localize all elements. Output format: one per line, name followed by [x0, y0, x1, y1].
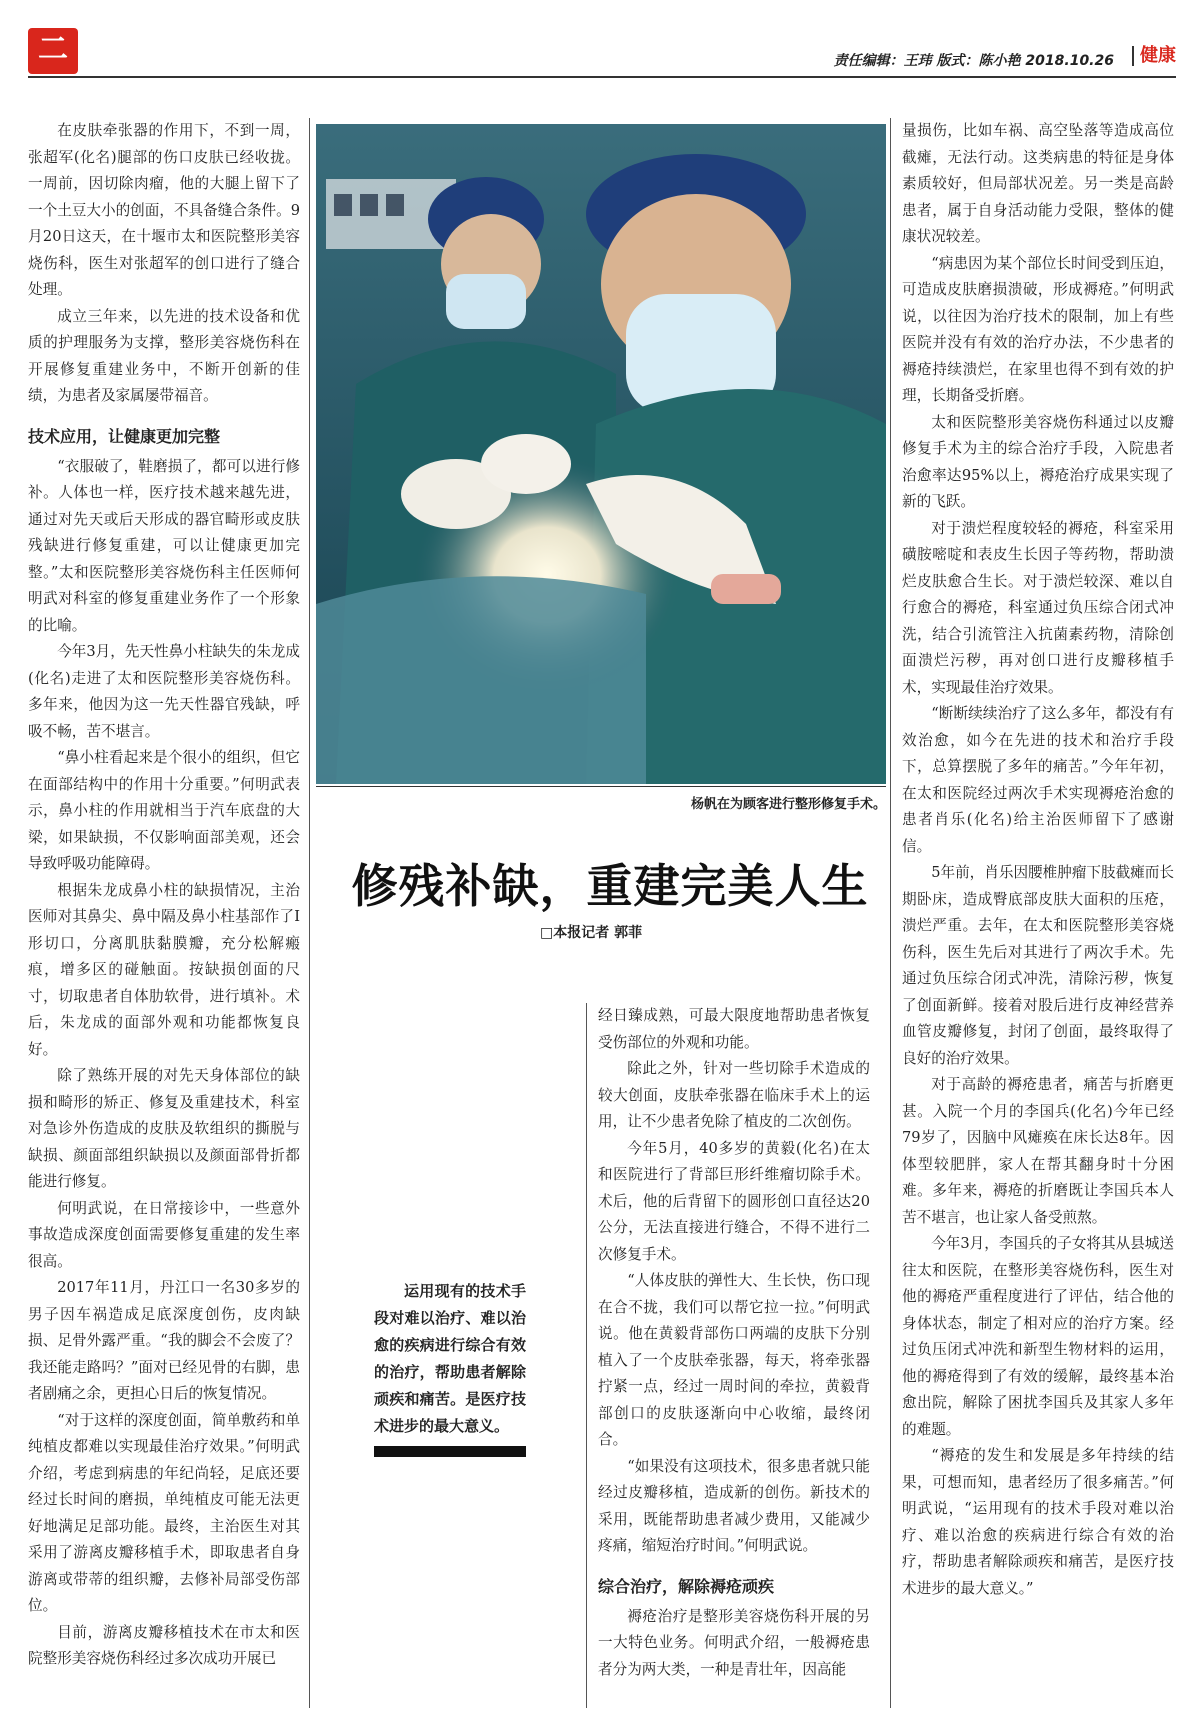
- paragraph: 量损伤，比如车祸、高空坠落等造成高位截瘫，无法行动。这类病患的特征是身体素质较好，但局部状况差。另一类是高龄患者，属于自身活动能力受限，整体的健康状况较差。: [902, 122, 1174, 245]
- paragraph: 对于高龄的褥疮患者，痛苦与折磨更甚。入院一个月的李国兵(化名)今年已经79岁了，因脑中风瘫痪在床长达8年。因体型较肥胖，家人在帮其翻身时十分困难。多年来，褥疮的折磨既让李国兵本人苦不堪言，也让家人备受煎熬。: [902, 1076, 1174, 1226]
- paragraph: 除此之外，针对一些切除手术造成的较大创面，皮肤牵张器在临床手术上的运用，让不少患者免除了植皮的二次创伤。: [598, 1060, 870, 1130]
- paragraph: 褥疮治疗是整形美容烧伤科开展的另一大特色业务。何明武介绍，一般褥疮患者分为两大类，一种是青壮年，因高能: [598, 1607, 870, 1678]
- page-header: [28, 28, 1176, 78]
- editor-credits: 责任编辑：王玮 版式：陈小艳 2018.10.26: [833, 53, 1114, 69]
- section-heading: 技术应用，让健康更加完整: [28, 426, 221, 446]
- paragraph: 太和医院整形美容烧伤科通过以皮瓣修复手术为主的综合治疗手段，入院患者治愈率达95%以上，褥疮治疗成果实现了新的飞跃。: [902, 413, 1174, 510]
- paragraph: 根据朱龙成鼻小柱的缺损情况，主治医师对其鼻尖、鼻中隔及鼻小柱基部作了I形切口，分离肌肤黏膜瓣，充分松解瘢痕，增多区的碰触面。按缺损创面的尺寸，切取患者自体肋软骨，进行填补。术后，朱龙成的面部外观和功能都恢复良好。: [28, 881, 300, 1058]
- paragraph: “人体皮肤的弹性大、生长快，伤口现在合不拢，我们可以帮它拉一拉。”何明武说。他在黄毅背部伤口两端的皮肤下分别植入了一个皮肤牵张器，每天，将牵张器拧紧一点，经过一周时间的牵拉，黄毅背部创口的皮肤逐渐向中心收缩，最终闭合。: [598, 1272, 870, 1448]
- header-rule: [28, 76, 1176, 78]
- article-column-right: [902, 118, 1174, 1602]
- pull-quote: 运用现有的技术手段对难以治疗、难以治愈的疾病进行综合有效的治疗，帮助患者解除顽疾和痛苦。是医疗技术进步的最大意义。: [374, 1282, 526, 1435]
- column-divider: [890, 118, 891, 1708]
- paragraph: 目前，游离皮瓣移植技术在市太和医院整形美容烧伤科经过多次成功开展已: [28, 1623, 300, 1667]
- article-column-middle: [598, 1003, 870, 1683]
- paragraph: 今年5月，40多岁的黄毅(化名)在太和医院进行了背部巨形纤维瘤切除手术。术后，他的后背留下的圆形创口直径达20公分，无法直接进行缝合，不得不进行二次修复手术。: [598, 1139, 870, 1263]
- paragraph: 2017年11月，丹江口一名30多岁的男子因车祸造成足底深度创伤，皮肉缺损、足骨外露严重。“我的脚会不会废了？我还能走路吗？”面对已经见骨的右脚，患者剧痛之余，更担心日后的恢复情况。: [28, 1279, 300, 1402]
- paragraph: “鼻小柱看起来是个很小的组织，但它在面部结构中的作用十分重要。”何明武表示，鼻小柱的作用就相当于汽车底盘的大梁，如果缺损，不仅影响面部美观，还会导致呼吸功能障碍。: [28, 749, 300, 872]
- photo-rule: [316, 786, 886, 787]
- column-divider: [586, 1003, 587, 1708]
- section-heading: 综合治疗，解除褥疮顽疾: [598, 1576, 775, 1596]
- paragraph: “褥疮的发生和发展是多年持续的结果，可想而知，患者经历了很多痛苦。”何明武说，“运用现有的技术手段对难以治疗、难以治愈的疾病进行综合有效的治疗，帮助患者解除顽疾和痛苦，是医疗技术进步的最大意义。”: [902, 1447, 1174, 1597]
- paragraph: 对于溃烂程度较轻的褥疮，科室采用磺胺嘧啶和表皮生长因子等药物，帮助溃烂皮肤愈合生长。对于溃烂较深、难以自行愈合的褥疮，科室通过负压综合闭式冲洗，结合引流管注入抗菌素药物，清除创面溃烂污秽，再对创口进行皮瓣移植手术，实现最佳治疗效果。: [902, 519, 1174, 696]
- paragraph: 除了熟练开展的对先天身体部位的缺损和畸形的矫正、修复及重建技术，科室对急诊外伤造成的皮肤及软组织的撕脱与缺损、颜面部组织缺损以及颜面部骨折都能进行修复。: [28, 1067, 300, 1190]
- page-number-badge: 二: [28, 28, 78, 74]
- column-divider: [309, 118, 310, 1708]
- article-title: 修残补缺，重建完美人生: [351, 859, 869, 913]
- paragraph: “对于这样的深度创面，简单敷药和单纯植皮都难以实现最佳治疗效果。”何明武介绍，考虑到病患的年纪尚轻，足底还要经过长时间的磨损，单纯植皮可能无法更好地满足足部功能。最终，主治医生对其采用了游离皮瓣移植手术，即取患者自身游离或带蒂的组织瓣，去修补局部受伤部位。: [28, 1411, 300, 1614]
- paragraph: “衣服破了，鞋磨损了，都可以进行修补。人体也一样，医疗技术越来越先进，通过对先天或后天形成的器官畸形或皮肤残缺进行修复重建，可以让健康更加完整。”太和医院整形美容烧伤科主任医师何明武对科室的修复重建业务作了一个形象的比喻。: [28, 457, 300, 634]
- article-column-left: [28, 118, 300, 1673]
- surgery-photo: [316, 124, 886, 784]
- paragraph: “如果没有这项技术，很多患者就只能经过皮瓣移植，造成新的创伤。新技术的采用，既能帮助患者减少费用，又能减少疼痛，缩短治疗时间。”何明武说。: [598, 1457, 870, 1554]
- paragraph: “病患因为某个部位长时间受到压迫，可造成皮肤磨损溃破，形成褥疮。”何明武说，以往因为治疗技术的限制，加上有些医院并没有有效的治疗办法，不少患者的褥疮持续溃烂，在家里也得不到有效的护理，长期备受折磨。: [902, 254, 1174, 404]
- paragraph: 今年3月，李国兵的子女将其从县城送往太和医院，在整形美容烧伤科，医生对他的褥疮严重程度进行了评估，结合他的身体状态，制定了相对应的治疗方案。经过负压闭式冲洗和新型生物材料的运用，他的褥疮得到了有效的缓解，最终基本治愈出院，解除了困扰李国兵及其家人多年的难题。: [902, 1235, 1174, 1438]
- byline: □本报记者 郭菲: [540, 925, 643, 941]
- paragraph: 在皮肤牵张器的作用下，不到一周，张超军(化名)腿部的伤口皮肤已经收拢。一周前，因切除肉瘤，他的大腿上留下了一个土豆大小的创面，不具备缝合条件。9月20日这天，在十堰市太和医院整形美容烧伤科，医生对张超军的创口进行了缝合处理。: [28, 122, 300, 298]
- paragraph: 经日臻成熟，可最大限度地帮助患者恢复受伤部位的外观和功能。: [598, 1007, 870, 1051]
- paragraph: 何明武说，在日常接诊中，一些意外事故造成深度创面需要修复重建的发生率很高。: [28, 1199, 300, 1270]
- paragraph: 成立三年来，以先进的技术设备和优质的护理服务为支撑，整形美容烧伤科在开展修复重建业务中，不断开创新的佳绩，为患者及家属屡带福音。: [28, 307, 300, 404]
- photo-caption: 杨帆在为顾客进行整形修复手术。: [690, 797, 886, 812]
- paragraph: 今年3月，先天性鼻小柱缺失的朱龙成(化名)走进了太和医院整形美容烧伤科。多年来，他因为这一先天性器官残缺，呼吸不畅，苦不堪言。: [28, 643, 300, 740]
- paragraph: 5年前，肖乐因腰椎肿瘤下肢截瘫而长期卧床，造成臀底部皮肤大面积的压疮，溃烂严重。去年，在太和医院整形美容烧伤科，医生先后对其进行了两次手术。先通过负压综合闭式冲洗，清除污秽，恢复了创面新鲜。接着对股后进行皮神经营养血管皮瓣修复，封闭了创面，最终取得了良好的治疗效果。: [902, 864, 1174, 1067]
- pull-quote-bar: [374, 1446, 526, 1457]
- section-name: 健康: [1132, 46, 1176, 66]
- paragraph: “断断续续治疗了这么多年，都没有有效治愈，如今在先进的技术和治疗手段下，总算摆脱了多年的痛苦。”今年年初，在太和医院经过两次手术实现褥疮治愈的患者肖乐(化名)给主治医师留下了感谢信。: [902, 705, 1174, 855]
